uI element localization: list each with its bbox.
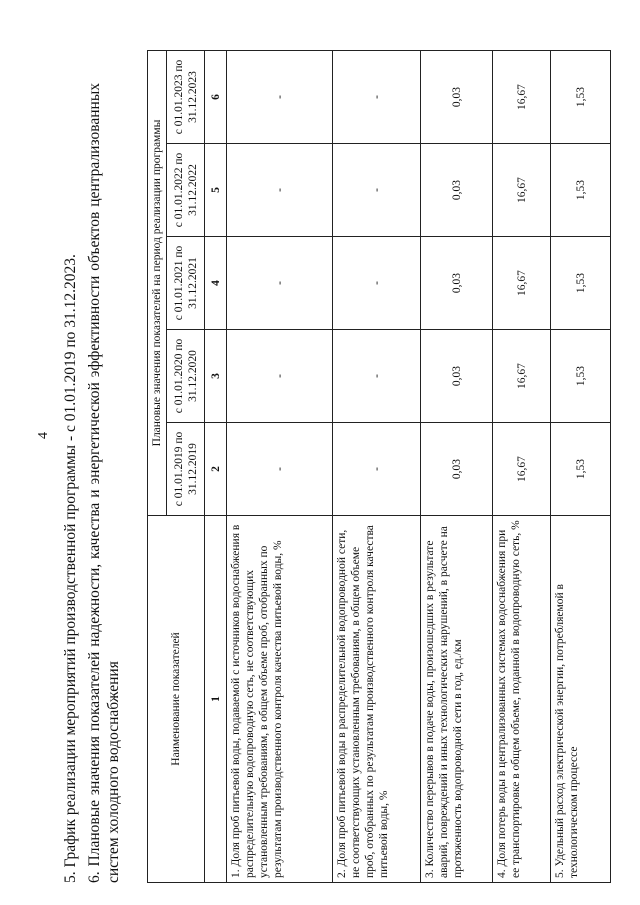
indicators-table <box>147 50 611 883</box>
indicator-value: 0,03 <box>421 330 493 423</box>
indicator-value: 0,03 <box>421 144 493 237</box>
column-number: 4 <box>205 237 227 330</box>
indicator-name: 1. Доля проб питьевой воды, подаваемой с источников водоснабжения в распределительную водопроводную сеть, не соответствующих установленным требованиям, в общем объеме проб, отобранных по результатам производственного контроля качества питьевой воды, % <box>227 516 333 883</box>
indicator-value: - <box>333 423 421 516</box>
indicator-name: 2. Доля проб питьевой воды в распределительной водопроводной сети, не соответствующих установленным требованиям, в общем объеме проб, отобранных по результатам производственного контроля качества питьевой воды, % <box>333 516 421 883</box>
header-period: с 01.01.2020 по 31.12.2020 <box>167 330 205 423</box>
table-row <box>227 51 333 883</box>
column-numbers-row <box>205 51 227 883</box>
indicator-name: 3. Количество перерывов в подаче воды, произошедших в результате аварий, повреждений и иных технологических нарушений, в расчете на протяженность водопроводной сети в год, ед./км <box>421 516 493 883</box>
indicator-value: 0,03 <box>421 51 493 144</box>
indicator-value: - <box>333 51 421 144</box>
indicator-value: 16,67 <box>493 144 551 237</box>
indicator-name: 5. Удельный расход электрической энергии, потребляемой в технологическом процессе <box>551 516 611 883</box>
column-number: 6 <box>205 51 227 144</box>
indicator-value: 0,03 <box>421 423 493 516</box>
header-period: с 01.01.2023 по 31.12.2023 <box>167 51 205 144</box>
header-period: с 01.01.2021 по 31.12.2021 <box>167 237 205 330</box>
indicator-name: 4. Доля потерь воды в централизованных системах водоснабжения при ее транспортировке в общем объеме, поданной в водопроводную сеть, % <box>493 516 551 883</box>
column-number: 5 <box>205 144 227 237</box>
table-row <box>421 51 493 883</box>
indicator-value: - <box>227 51 333 144</box>
header-period: с 01.01.2019 по 31.12.2019 <box>167 423 205 516</box>
header-period: с 01.01.2022 по 31.12.2022 <box>167 144 205 237</box>
table-header-row-1 <box>148 51 167 883</box>
column-number: 1 <box>205 516 227 883</box>
indicator-value: - <box>227 237 333 330</box>
indicator-value: - <box>227 144 333 237</box>
indicator-value: - <box>227 330 333 423</box>
header-indicator-name: Наименование показателей <box>148 516 205 883</box>
section-5-heading: 5. График реализации мероприятий производственной программы - с 01.01.2019 по 31.12.2023. <box>62 254 79 883</box>
table-row <box>551 51 611 883</box>
indicator-value: 16,67 <box>493 423 551 516</box>
table-row <box>493 51 551 883</box>
indicator-value: - <box>333 330 421 423</box>
column-number: 3 <box>205 330 227 423</box>
indicator-value: 0,03 <box>421 237 493 330</box>
indicator-value: - <box>333 144 421 237</box>
indicator-value: - <box>227 423 333 516</box>
indicator-value: 16,67 <box>493 237 551 330</box>
indicator-value: 1,53 <box>551 237 611 330</box>
column-number: 2 <box>205 423 227 516</box>
indicator-value: 16,67 <box>493 330 551 423</box>
indicator-value: - <box>333 237 421 330</box>
indicator-value: 1,53 <box>551 51 611 144</box>
indicator-value: 1,53 <box>551 144 611 237</box>
indicator-value: 1,53 <box>551 330 611 423</box>
table-row <box>333 51 421 883</box>
section-6-heading: 6. Плановые значения показателей надежности, качества и энергетической эффективности объектов централизованных систем холодного водоснабжения <box>86 83 122 883</box>
indicator-value: 16,67 <box>493 51 551 144</box>
indicator-value: 1,53 <box>551 423 611 516</box>
header-planned-values: Плановые значения показателей на период реализации программы <box>148 51 167 516</box>
page-number: 4 <box>36 432 51 439</box>
